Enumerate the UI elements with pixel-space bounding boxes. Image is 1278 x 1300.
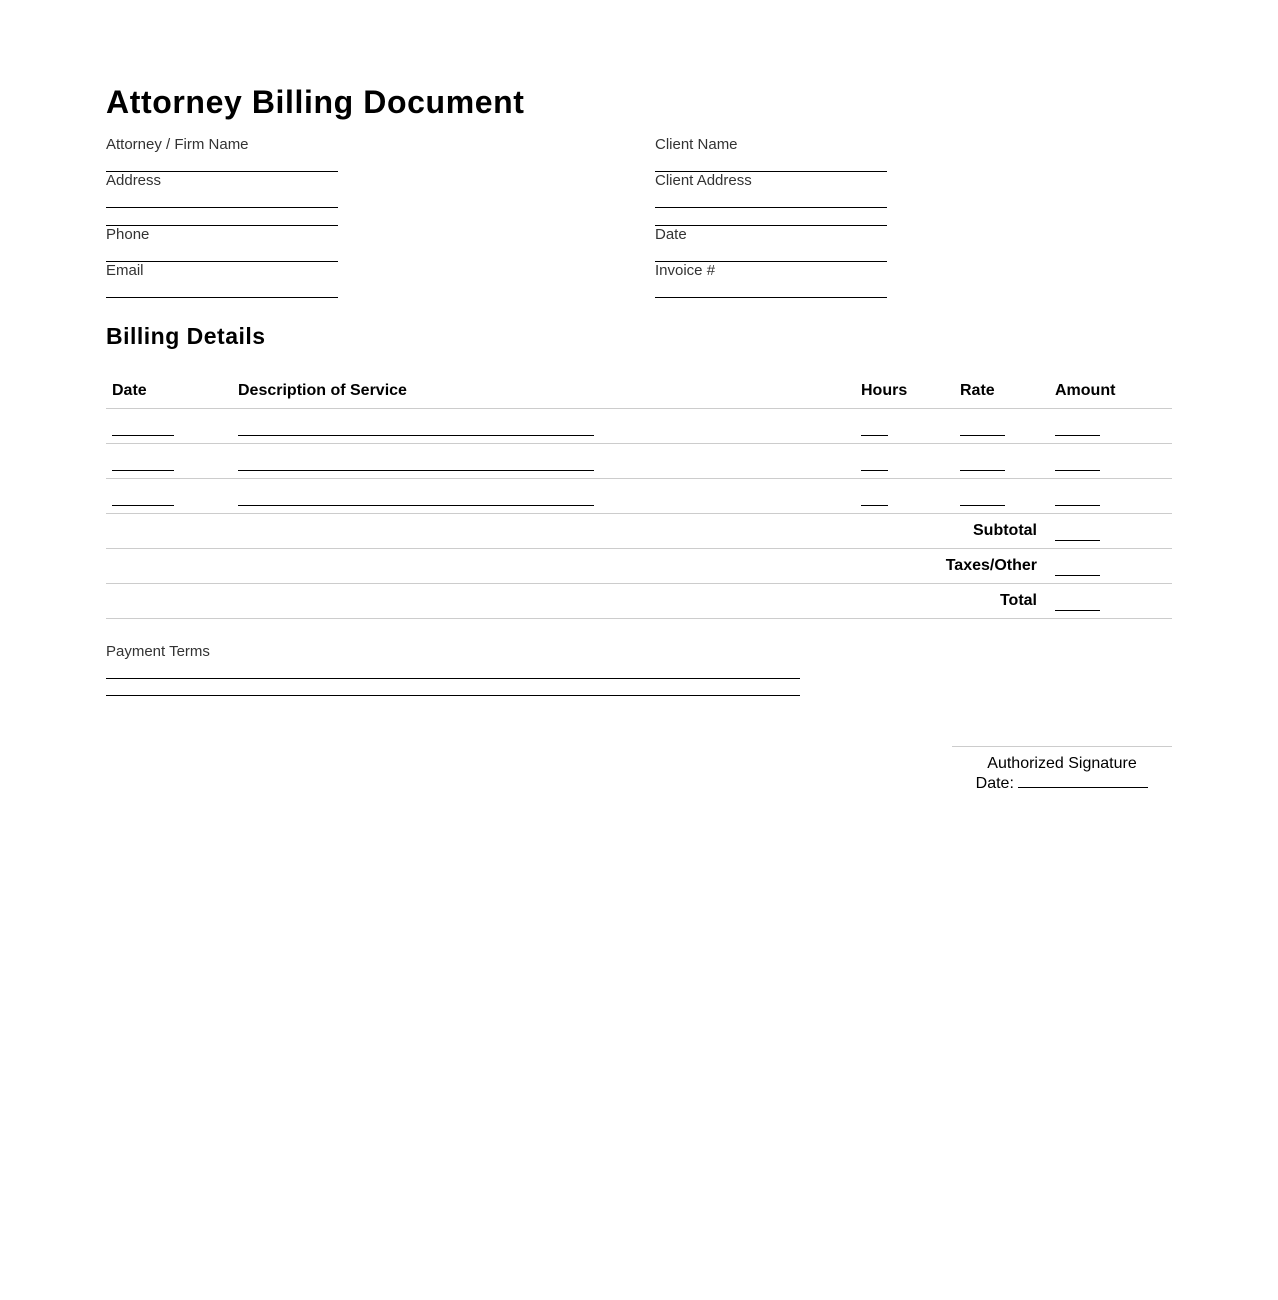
- invoice-number-field[interactable]: [655, 280, 887, 298]
- billing-details-heading: Billing Details: [106, 323, 266, 349]
- phone-field[interactable]: [106, 244, 338, 262]
- total-label: Total: [106, 584, 1049, 619]
- total-field[interactable]: [1055, 596, 1100, 611]
- row-date-field[interactable]: [112, 456, 174, 471]
- table-header-row: [106, 373, 1172, 409]
- client-name-label: Client Name: [655, 136, 738, 153]
- table-row: [106, 409, 1172, 444]
- client-address-field-line-2[interactable]: [655, 208, 887, 226]
- row-hours-field[interactable]: [861, 421, 888, 436]
- attorney-name-field[interactable]: [106, 154, 338, 172]
- signature-date-row: [952, 773, 1172, 793]
- total-row: [106, 584, 1172, 619]
- address-field-line-2[interactable]: [106, 208, 338, 226]
- row-description-field[interactable]: [238, 491, 594, 506]
- row-rate-field[interactable]: [960, 491, 1005, 506]
- row-rate-field[interactable]: [960, 421, 1005, 436]
- email-field[interactable]: [106, 280, 338, 298]
- client-address-field-line-1[interactable]: [655, 190, 887, 208]
- subtotal-field[interactable]: [1055, 526, 1100, 541]
- row-description-field[interactable]: [238, 421, 594, 436]
- client-name-field[interactable]: [655, 154, 887, 172]
- row-amount-field[interactable]: [1055, 456, 1100, 471]
- row-date-field[interactable]: [112, 491, 174, 506]
- taxes-label: Taxes/Other: [106, 549, 1049, 584]
- header-date: Date: [106, 373, 232, 409]
- row-date-field[interactable]: [112, 421, 174, 436]
- signature-block: [952, 746, 1172, 793]
- row-amount-field[interactable]: [1055, 491, 1100, 506]
- subtotal-row: [106, 514, 1172, 549]
- invoice-number-label: Invoice #: [655, 262, 716, 279]
- attorney-info: [106, 136, 338, 298]
- attorney-name-label: Attorney / Firm Name: [106, 136, 249, 153]
- row-amount-field[interactable]: [1055, 421, 1100, 436]
- payment-terms: [106, 643, 800, 696]
- header-hours: Hours: [855, 373, 954, 409]
- payment-terms-label: Payment Terms: [106, 643, 210, 660]
- table-row: [106, 479, 1172, 514]
- address-label: Address: [106, 172, 162, 189]
- client-address-label: Client Address: [655, 172, 752, 189]
- header-amount: Amount: [1049, 373, 1172, 409]
- taxes-row: [106, 549, 1172, 584]
- date-label: Date: [655, 226, 687, 243]
- header-description: Description of Service: [232, 373, 855, 409]
- row-description-field[interactable]: [238, 456, 594, 471]
- payment-terms-line-2[interactable]: [106, 679, 800, 696]
- address-field-line-1[interactable]: [106, 190, 338, 208]
- email-label: Email: [106, 262, 144, 279]
- signature-label: Authorized Signature: [987, 755, 1137, 772]
- document-title: Attorney Billing Document: [106, 84, 525, 120]
- phone-label: Phone: [106, 226, 150, 243]
- subtotal-label: Subtotal: [106, 514, 1049, 549]
- date-field[interactable]: [655, 244, 887, 262]
- taxes-field[interactable]: [1055, 561, 1100, 576]
- row-rate-field[interactable]: [960, 456, 1005, 471]
- signature-date-field[interactable]: [1018, 773, 1148, 788]
- signature-date-label: Date:: [975, 775, 1014, 792]
- table-row: [106, 444, 1172, 479]
- header-rate: Rate: [954, 373, 1049, 409]
- row-hours-field[interactable]: [861, 456, 888, 471]
- client-info: [655, 136, 887, 298]
- row-hours-field[interactable]: [861, 491, 888, 506]
- billing-table: [106, 373, 1172, 619]
- payment-terms-line-1[interactable]: [106, 661, 800, 679]
